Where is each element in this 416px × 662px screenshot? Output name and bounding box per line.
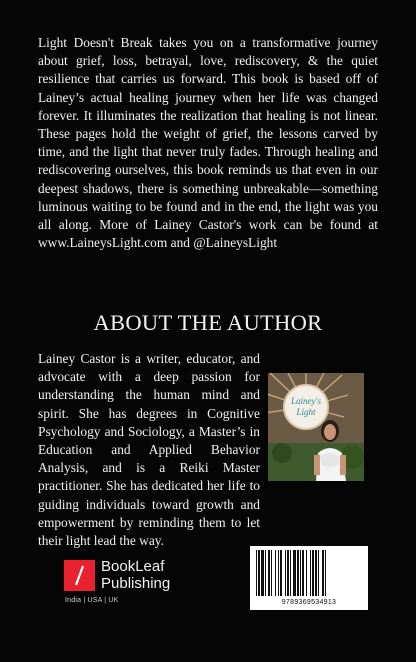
photo-sign-text: Lainey's [291, 396, 321, 406]
publisher-countries: India | USA | UK [65, 597, 119, 604]
publisher-logo [64, 560, 194, 620]
publisher-name-line2: Publishing [101, 575, 171, 592]
isbn-barcode [250, 546, 368, 610]
publisher-name-line1: BookLeaf [101, 558, 165, 575]
bookleaf-slash-icon [64, 560, 95, 591]
about-author-heading: ABOUT THE AUTHOR [93, 310, 323, 335]
author-bio: Lainey Castor is a writer, educator, and advocate with a deep passion for understanding the human mind and spirit. She has degrees in Cognitive Psychology and Sociology, a Master’s in Education and Applied Behavior Analysis, and is a Reiki Master practitioner. She has dedicated her life to guiding individuals toward growth and empowerment by reminding them to let their light lead the way. [38, 351, 260, 549]
isbn-number: 9789369534913 [281, 599, 337, 606]
book-blurb: Light Doesn't Break takes you on a transformative journey about grief, loss, betrayal, love, rediscovery, & the quiet resilience that carries us forward. This book is based off of Lainey’s actual healing journey when her life was changed forever. It illuminates the realization that healing is not linear. These pages hold the weight of grief, the lessons carved by time, and the light that never truly fades. Through healing and rediscovering ourselves, this book reminds us that even in our deepest shadows, there is something unbreakable—something luminous waiting to be found and in the end, the light was you all along. More of Lainey Castor's work can be found at www.LaineysLight.com and @LaineysLight [38, 35, 378, 251]
author-photo [268, 373, 364, 481]
barcode-bars [254, 550, 364, 598]
svg-text:Light: Light [296, 407, 316, 417]
publisher-name [101, 558, 170, 592]
